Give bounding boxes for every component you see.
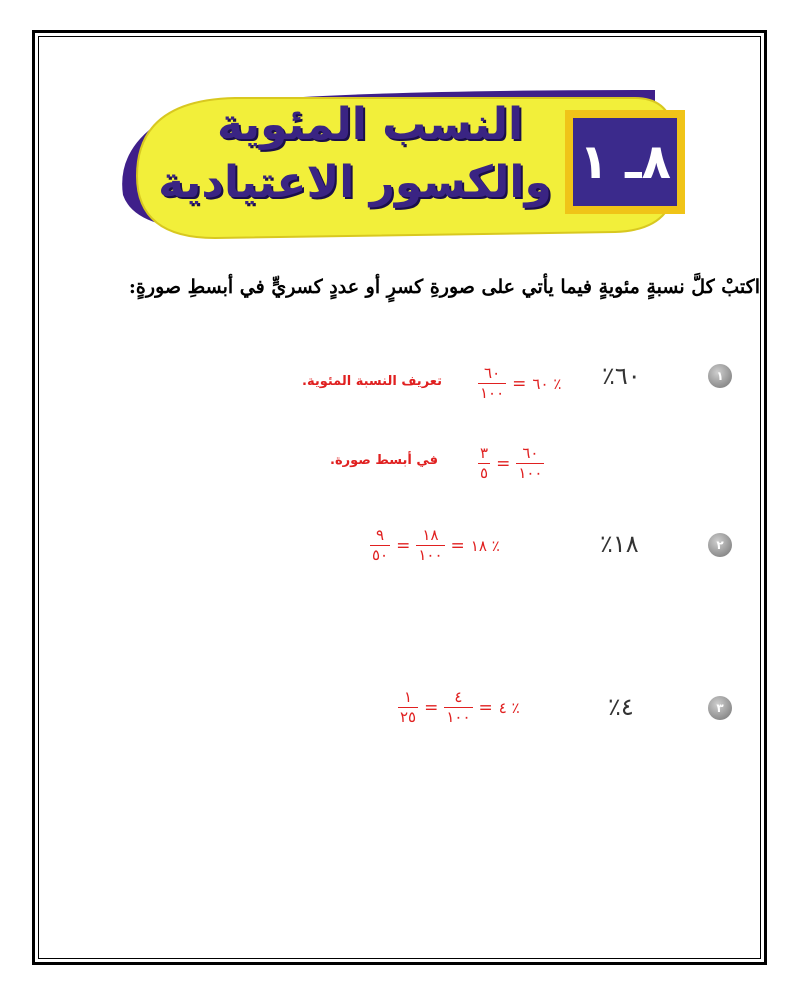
problem-3-badge: ٣ bbox=[708, 696, 732, 720]
numerator: ١ bbox=[404, 688, 413, 706]
fraction bbox=[516, 446, 544, 481]
numerator: ٩ bbox=[376, 526, 385, 544]
fraction bbox=[416, 528, 444, 563]
lesson-banner bbox=[95, 80, 695, 250]
equals-sign: = bbox=[512, 373, 527, 394]
problem-2-value: ١٨٪ bbox=[600, 530, 639, 558]
denominator: ١٠٠ bbox=[446, 708, 471, 726]
problem-3-value: ٤٪ bbox=[608, 693, 634, 721]
denominator: ١٠٠ bbox=[518, 464, 543, 482]
percent-expression: ١٨ ٪ bbox=[470, 536, 500, 555]
banner-title-line1: النسب المئوية bbox=[216, 99, 524, 150]
problem-2-badge: ٢ bbox=[708, 533, 732, 557]
problem-1-step-1 bbox=[478, 366, 561, 401]
equals-sign: = bbox=[450, 535, 465, 556]
equals-sign: = bbox=[396, 535, 411, 556]
denominator: ٥ bbox=[480, 464, 489, 482]
problem-1-value: ٦٠٪ bbox=[602, 362, 641, 390]
fraction bbox=[444, 690, 472, 725]
equals-sign: = bbox=[496, 453, 511, 474]
denominator: ٥٠ bbox=[372, 546, 389, 564]
equals-sign: = bbox=[424, 697, 439, 718]
fraction bbox=[478, 446, 490, 481]
lesson-number: ٨ـ ١ bbox=[579, 134, 671, 190]
denominator: ١٠٠ bbox=[480, 384, 505, 402]
fraction bbox=[478, 366, 506, 401]
percent-expression: ٤ ٪ bbox=[498, 698, 520, 717]
problem-1-step-2 bbox=[478, 446, 544, 481]
fraction bbox=[370, 528, 390, 563]
numerator: ٣ bbox=[480, 444, 489, 462]
numerator: ٦٠ bbox=[484, 364, 501, 382]
numerator: ٤ bbox=[454, 688, 463, 706]
problem-2-step-1 bbox=[370, 528, 500, 563]
banner-title-line2: والكسور الاعتيادية bbox=[158, 157, 552, 208]
numerator: ١٨ bbox=[422, 526, 439, 544]
problem-1-badge: ١ bbox=[708, 364, 732, 388]
instruction-text: اكتبْ كلَّ نسبةٍ مئويةٍ فيما يأتي على صورةِ كسرٍ أو عددٍ كسريٍّ في أبسطِ صورةٍ: bbox=[128, 276, 760, 298]
percent-expression: ٦٠ ٪ bbox=[532, 374, 562, 393]
equals-sign: = bbox=[478, 697, 493, 718]
problem-3-step-1 bbox=[398, 690, 520, 725]
numerator: ٦٠ bbox=[522, 444, 539, 462]
denominator: ٢٥ bbox=[400, 708, 417, 726]
denominator: ١٠٠ bbox=[418, 546, 443, 564]
problem-1-note-1: تعريف النسبة المئوية. bbox=[302, 374, 442, 389]
problem-1-note-2: في أبسط صورة. bbox=[330, 453, 439, 468]
fraction bbox=[398, 690, 418, 725]
